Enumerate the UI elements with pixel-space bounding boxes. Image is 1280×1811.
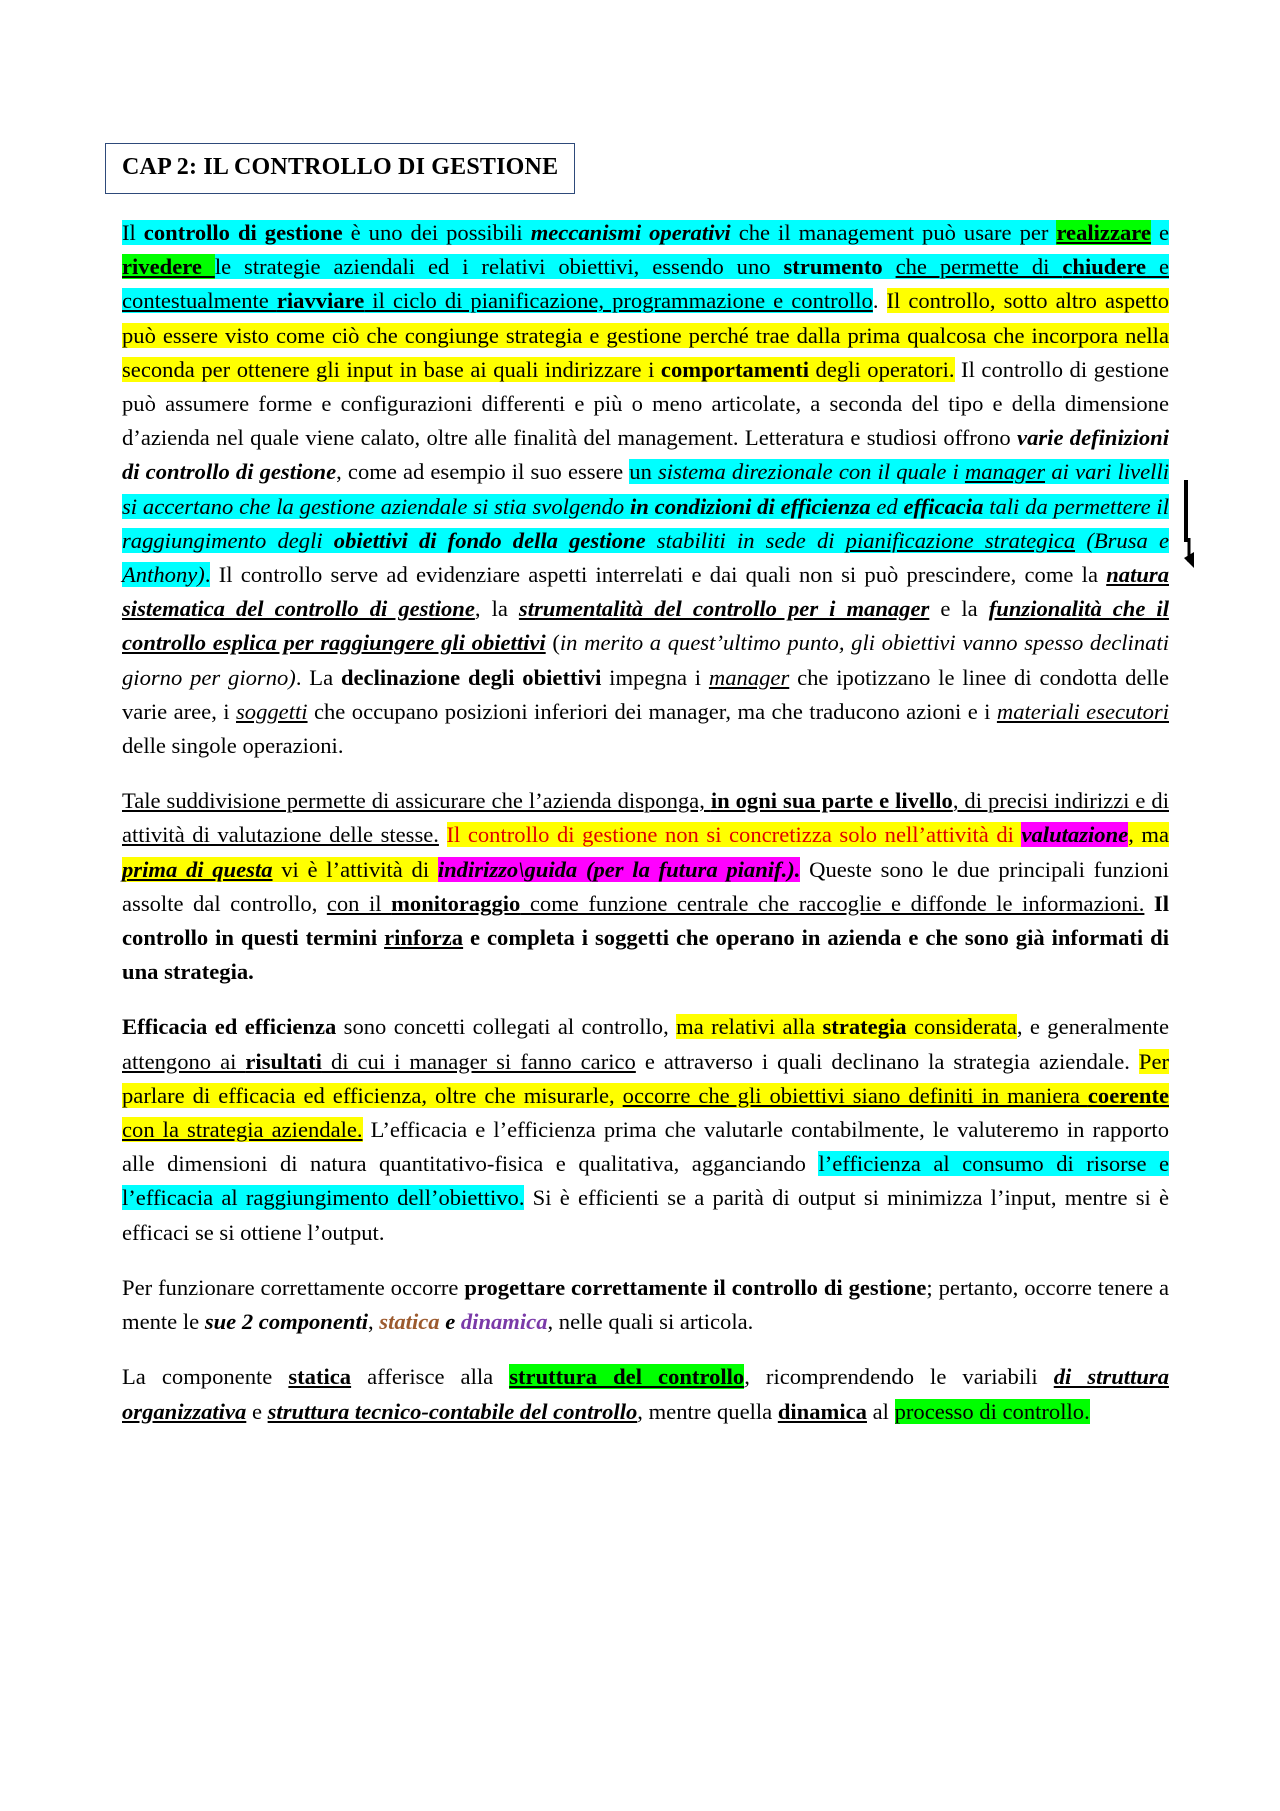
text-segment: , ricomprendendo le variabili bbox=[744, 1364, 1054, 1390]
text-segment: La componente bbox=[122, 1364, 289, 1390]
text-segment: soggetti bbox=[236, 698, 308, 724]
text-segment: controllo di gestione bbox=[143, 220, 343, 245]
text-segment: dinamica bbox=[460, 1309, 548, 1335]
text-segment: Per parlare di efficacia ed efficienza, oltre che misurarle, bbox=[122, 1048, 1170, 1108]
text-segment: Per funzionare correttamente occorre bbox=[122, 1274, 465, 1300]
text-segment: Queste sono le due principali funzioni assolte dal controllo, bbox=[122, 856, 1169, 916]
text-segment: che occupano posizioni inferiori dei manager, ma che traducono azioni e i bbox=[307, 698, 997, 724]
text-segment: attengono ai bbox=[122, 1048, 246, 1074]
text-segment: . bbox=[204, 562, 211, 588]
text-segment: (Brusa e Anthony) bbox=[122, 527, 1169, 588]
text-segment: le strategie aziendali ed i relativi obiettivi, essendo uno bbox=[214, 254, 784, 280]
text-segment: delle singole operazioni. bbox=[122, 733, 344, 759]
text-segment: meccanismi operativi bbox=[530, 220, 731, 245]
text-segment: chiudere bbox=[1062, 254, 1147, 280]
text-segment: manager bbox=[964, 459, 1046, 485]
text-segment: , la bbox=[474, 596, 519, 622]
text-segment: in merito a quest’ultimo punto, gli obiettivi vanno spesso declinati giorno per giorno) bbox=[122, 630, 1169, 690]
text-segment: il ciclo di pianificazione, programmazione e controllo bbox=[364, 288, 873, 314]
text-segment: degli operatori. bbox=[809, 356, 955, 382]
text-segment: dinamica bbox=[777, 1398, 867, 1424]
text-segment: ma relativi alla bbox=[676, 1014, 823, 1040]
text-segment: comportamenti bbox=[660, 356, 809, 382]
text-segment: è uno dei possibili bbox=[342, 220, 531, 245]
text-segment: Il controllo serve ad evidenziare aspetti interrelati e dai quali non si può prescindere, come la bbox=[210, 562, 1107, 588]
text-segment: natura sistematica del controllo di gestione bbox=[122, 562, 1169, 622]
text-segment: al bbox=[866, 1398, 895, 1424]
text-segment: , nelle quali si articola. bbox=[547, 1309, 754, 1335]
text-segment: materiali esecutori bbox=[996, 698, 1169, 724]
paragraph-1 bbox=[122, 216, 1169, 763]
text-segment: strumentalità del controllo per i manager bbox=[518, 596, 930, 622]
text-segment: rinforza bbox=[384, 925, 464, 951]
text-segment: strumento bbox=[783, 254, 883, 280]
text-segment: e bbox=[1150, 220, 1169, 245]
text-segment: afferisce alla bbox=[351, 1364, 510, 1390]
text-segment: prima di questa bbox=[122, 856, 273, 882]
text-segment: varie definizioni di controllo di gestione bbox=[122, 425, 1169, 485]
text-segment: Il controllo di gestione non si concretizza solo nell’attività di bbox=[446, 822, 1022, 848]
paragraph-3 bbox=[122, 1010, 1169, 1249]
text-segment: Si è efficienti se a parità di output si minimizza l’input, mentre si è efficaci se si ottiene l’output. bbox=[122, 1185, 1169, 1245]
text-segment: in ogni sua parte e livello bbox=[710, 788, 953, 814]
text-segment: considerata bbox=[906, 1014, 1017, 1040]
text-segment: indirizzo\guida (per la futura pianif.). bbox=[437, 856, 801, 882]
text-segment: e attraverso i quali declinano la strategia aziendale. bbox=[635, 1048, 1139, 1074]
text-segment: pianificazione strategica bbox=[845, 527, 1076, 553]
margin-bracket-mark bbox=[1182, 478, 1196, 570]
paragraph-2 bbox=[122, 784, 1169, 989]
text-segment: statica bbox=[379, 1309, 440, 1335]
text-segment: con il bbox=[326, 890, 392, 916]
text-segment: coerente bbox=[1087, 1082, 1169, 1108]
text-segment: in condizioni di efficienza bbox=[630, 493, 871, 519]
text-segment: Il controllo di gestione può assumere forme e configurazioni differenti e più o meno articolate, a seconda del tipo e della dimensione d’azienda nel quale viene calato, oltre alle finalità del management. Letteratura e studiosi offrono bbox=[122, 356, 1169, 451]
text-segment: sistema direzionale con il quale i bbox=[658, 459, 965, 485]
text-segment: risultati bbox=[245, 1048, 322, 1074]
text-segment: funzionalità che il controllo esplica per raggiungere gli obiettivi bbox=[122, 596, 1169, 656]
text-segment: ( bbox=[545, 630, 560, 656]
text-segment: vi è l’attività di bbox=[272, 856, 438, 882]
text-segment: e bbox=[439, 1309, 461, 1335]
text-segment bbox=[883, 254, 896, 279]
text-segment: ; pertanto, occorre tenere a mente le bbox=[122, 1274, 1169, 1335]
text-segment: Efficacia ed efficienza bbox=[122, 1014, 337, 1040]
text-segment: e completa i soggetti che operano in azienda e che sono già informati di una strategia. bbox=[122, 925, 1169, 985]
text-segment: che permette di bbox=[895, 254, 1063, 280]
text-segment: obiettivi di fondo della gestione bbox=[333, 527, 646, 553]
text-segment: struttura del controllo bbox=[509, 1364, 745, 1390]
text-segment: Il controllo, sotto altro aspetto può essere visto come ciò che congiunge strategia e gestione perché trae dalla prima qualcosa che incorpora nella seconda per ottenere gli input in base ai quali indirizzare i bbox=[122, 288, 1170, 382]
text-segment: . bbox=[872, 288, 887, 314]
text-segment: , di precisi indirizzi e di attività di valutazione delle stesse. bbox=[122, 788, 1169, 848]
text-segment: e contestualmente bbox=[122, 254, 1169, 314]
text-segment: un bbox=[629, 459, 658, 485]
text-segment: , come ad esempio il suo essere bbox=[336, 459, 630, 485]
text-segment: Il controllo in questi termini bbox=[122, 890, 1169, 951]
text-segment: rivedere bbox=[122, 254, 215, 280]
text-segment: declinazione degli obiettivi bbox=[340, 664, 602, 690]
text-segment: efficacia bbox=[903, 493, 984, 519]
text-segment: strategia bbox=[822, 1014, 907, 1040]
text-segment: e la bbox=[929, 596, 989, 622]
text-segment: che il management può usare per bbox=[730, 220, 1057, 245]
text-segment: riavviare bbox=[276, 288, 365, 314]
text-segment bbox=[1144, 891, 1154, 916]
text-segment: ed bbox=[870, 493, 904, 519]
text-segment bbox=[439, 822, 447, 847]
text-segment: , bbox=[368, 1309, 380, 1335]
text-segment: di cui i manager si fanno carico bbox=[321, 1048, 636, 1074]
text-segment: che ipotizzano le linee di condotta delle varie aree, i bbox=[122, 664, 1169, 724]
chapter-title: CAP 2: IL CONTROLLO DI GESTIONE bbox=[105, 143, 575, 194]
text-segment: , mentre quella bbox=[637, 1398, 778, 1424]
text-segment: Il bbox=[122, 220, 144, 245]
text-segment: sono concetti collegati al controllo, bbox=[336, 1014, 677, 1040]
text-segment: realizzare bbox=[1056, 220, 1151, 245]
text-segment: manager bbox=[708, 664, 790, 690]
text-segment: monitoraggio bbox=[391, 890, 521, 916]
text-segment: sue 2 componenti bbox=[204, 1309, 368, 1335]
text-segment: valutazione bbox=[1021, 822, 1129, 848]
text-segment: di struttura organizzativa bbox=[122, 1364, 1169, 1424]
text-segment: , e generalmente bbox=[1016, 1014, 1169, 1040]
document-page bbox=[122, 143, 1169, 1429]
text-segment: ai vari livelli si accertano che la gestione aziendale si stia svolgendo bbox=[122, 459, 1170, 519]
text-segment: con la strategia aziendale. bbox=[122, 1117, 363, 1143]
text-segment: struttura tecnico-contabile del controllo bbox=[267, 1398, 638, 1424]
paragraph-4 bbox=[122, 1271, 1169, 1339]
text-segment: Tale suddivisione permette di assicurare che l’azienda disponga, bbox=[122, 788, 711, 814]
text-segment: tali da permettere il raggiungimento degli bbox=[122, 493, 1169, 553]
paragraph-5 bbox=[122, 1360, 1169, 1428]
text-segment: statica bbox=[288, 1364, 352, 1390]
text-segment: e bbox=[246, 1398, 268, 1424]
text-segment: processo di controllo. bbox=[894, 1398, 1090, 1424]
text-segment: l’efficienza al consumo di risorse e l’efficacia al raggiungimento dell’obiettivo. bbox=[122, 1151, 1169, 1211]
text-segment: impegna i bbox=[601, 664, 709, 690]
text-segment: occorre che gli obiettivi siano definiti in maniera bbox=[622, 1082, 1088, 1108]
text-segment: progettare correttamente il controllo di gestione bbox=[464, 1274, 927, 1300]
text-segment: L’efficacia e l’efficienza prima che valutarle contabilmente, le valuteremo in rapporto alle dimensioni di natura quantitativo-fisica e qualitativa, agganciando bbox=[122, 1117, 1169, 1177]
text-segment: , ma bbox=[1128, 822, 1169, 848]
text-segment: come funzione centrale che raccoglie e diffonde le informazioni. bbox=[520, 890, 1145, 916]
text-segment: stabiliti in sede di bbox=[645, 527, 846, 553]
text-segment: . La bbox=[295, 664, 341, 690]
